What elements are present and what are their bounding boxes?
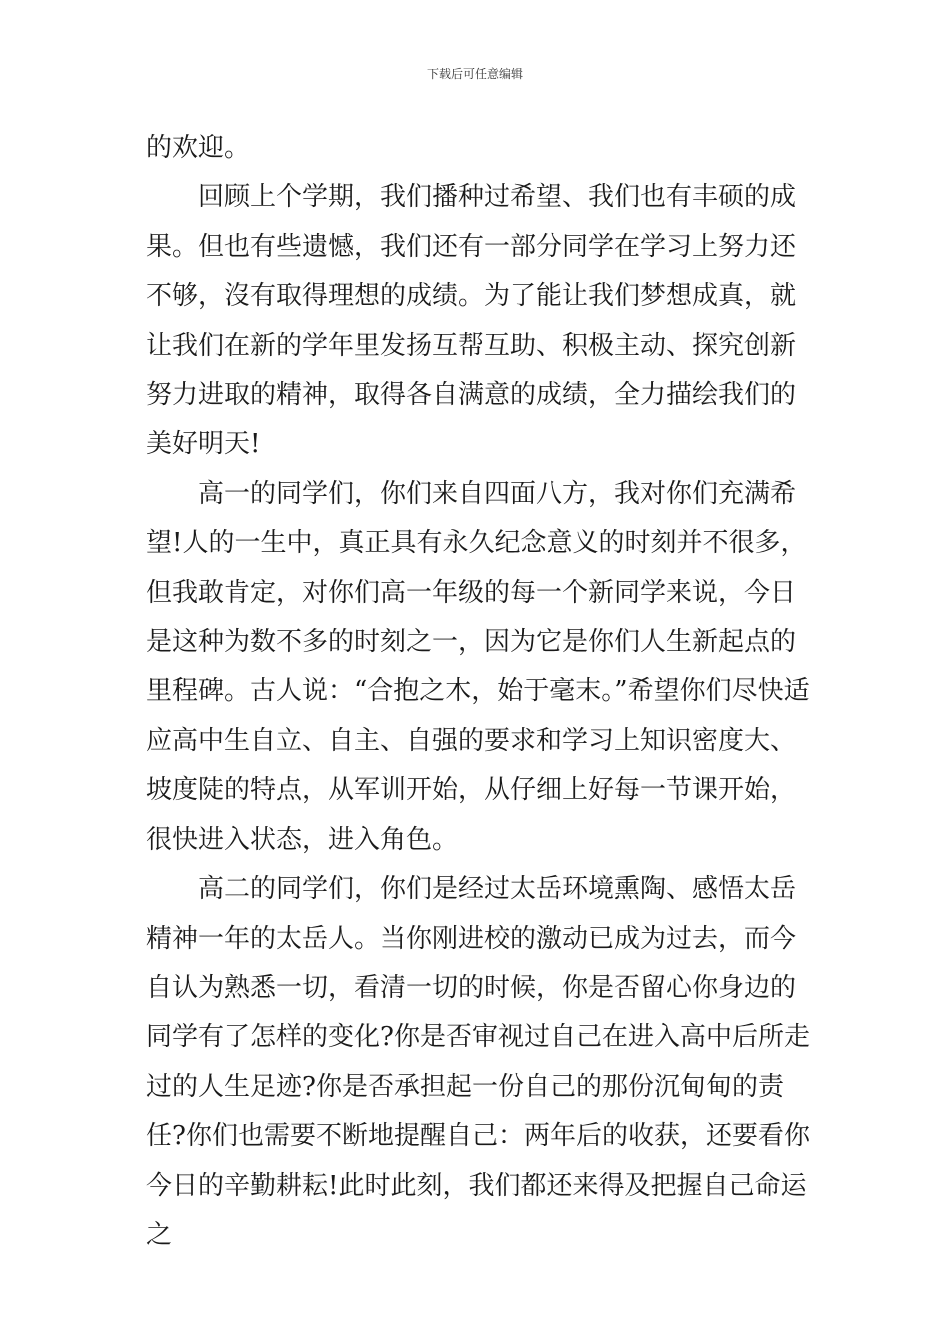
document-body <box>146 124 816 1260</box>
paragraph-grade-one: 高一的同学们，你们来自四面八方，我对你们充满希望!人的一生中，真正具有永久纪念意义的时刻并不很多，但我敢肯定，对你们高一年级的每一个新同学来说，今日是这种为数不多的时刻之一，因为它是你们人生新起点的里程碑。古人说：“合抱之木，始于毫末。”希望你们尽快适应高中生自立、自主、自强的要求和学习上知识密度大、坡度陡的特点，从军训开始，从仔细上好每一节课开始，很快进入状态，进入角色。 <box>146 478 810 855</box>
paragraph-review: 回顾上个学期，我们播种过希望、我们也有丰硕的成果。但也有些遗憾，我们还有一部分同学在学习上努力还不够，沒有取得理想的成绩。为了能让我们梦想成真，就让我们在新的学年里发扬互帮互助、积极主动、探究创新努力进取的精神，取得各自满意的成绩，全力描绘我们的美好明天! <box>146 182 797 460</box>
paragraph-grade-two: 高二的同学们，你们是经过太岳环境熏陶、感悟太岳精神一年的太岳人。当你刚进校的激动已成为过去，而今自认为熟悉一切，看清一切的时候，你是否留心你身边的同学有了怎样的变化?你是否审视过自己在进入高中后所走过的人生足迹?你是否承担起一份自己的那份沉甸甸的责任?你们也需要不断地提醒自己：两年后的收获，还要看你今日的辛勤耕耘!此时此刻，我们都还来得及把握自己命运之 <box>146 874 810 1250</box>
page-header: 下载后可任意编辑 <box>426 67 523 81</box>
paragraph-continuation: 的欢迎。 <box>146 133 251 163</box>
